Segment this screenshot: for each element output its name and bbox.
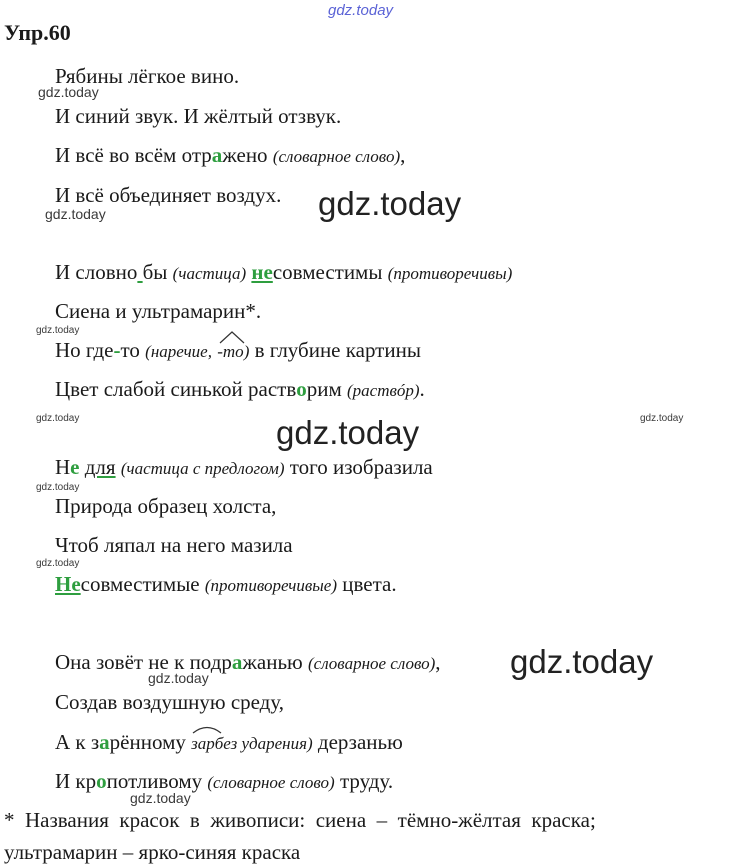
text: Но где <box>55 338 114 362</box>
footnote-line-1: * Названия красок в живописи: сиена – тёмно-жёлтая краска; <box>4 808 596 832</box>
poem-line-11: Чтоб ляпал на него мазила <box>55 533 293 557</box>
suffix-text: -то <box>217 342 244 361</box>
annotation: (противоречивы) <box>387 264 513 283</box>
text: , <box>400 143 406 167</box>
highlight-letter: а <box>211 143 223 167</box>
text: Она зовёт не к подр <box>55 650 232 674</box>
text: труду. <box>339 769 394 793</box>
highlight-prefix: не <box>251 260 273 284</box>
text: того изобразила <box>289 455 433 479</box>
annotation: (наречие, <box>145 342 212 361</box>
text: дерзанью <box>317 730 403 754</box>
watermark: gdz.today <box>36 413 80 424</box>
watermark-large: gdz.today <box>276 414 420 451</box>
root-arc-icon <box>191 722 223 734</box>
underlined-word: для <box>84 455 116 479</box>
root-mark <box>191 732 215 756</box>
highlight-letter: о <box>296 377 307 401</box>
text: рим <box>306 377 342 401</box>
annotation: (частица с предлогом) <box>120 459 285 478</box>
annotation: (частица) <box>172 264 247 283</box>
highlight-letter: о <box>96 769 107 793</box>
annotation: ) <box>243 342 250 361</box>
text: цвета. <box>342 572 397 596</box>
annotation: (словарное слово) <box>207 773 335 792</box>
text: И кр <box>55 769 97 793</box>
root-text: зар <box>191 734 215 753</box>
text: Цвет слабой синькой раств <box>55 377 297 401</box>
text: И всё во всём отр <box>55 143 212 167</box>
poem-line-7 <box>55 338 421 364</box>
poem-line-13 <box>55 650 441 676</box>
watermark-top: gdz.today <box>328 2 394 19</box>
watermark: gdz.today <box>36 325 80 336</box>
text: А к <box>55 730 86 754</box>
watermark: gdz.today <box>36 558 80 569</box>
poem-line-6: Сиена и ультрамарин*. <box>55 299 262 323</box>
annotation: без ударения) <box>214 734 313 753</box>
poem-line-16 <box>55 769 393 795</box>
text: совместимы <box>272 260 383 284</box>
footnote-line-2: ультрамарин – ярко-синяя краска <box>4 840 301 864</box>
annotation: (словарное слово) <box>307 654 436 673</box>
watermark: gdz.today <box>36 482 80 493</box>
text: в глубине картины <box>254 338 421 362</box>
text: потливому <box>106 769 203 793</box>
text: , <box>435 650 441 674</box>
text: то <box>120 338 140 362</box>
poem-line-4: И всё объединяет воздух. <box>55 183 282 207</box>
poem-line-3 <box>55 143 405 169</box>
poem-line-1: Рябины лёгкое вино. <box>55 64 240 88</box>
watermark: gdz.today <box>640 413 684 424</box>
text: Н <box>55 455 71 479</box>
text: жено <box>222 143 268 167</box>
suffix-mark <box>217 340 243 364</box>
poem-line-9 <box>55 455 433 481</box>
highlight-letter: а <box>99 730 110 754</box>
poem-line-5 <box>55 260 512 286</box>
text: совместимые <box>80 572 200 596</box>
watermark-large: gdz.today <box>318 185 462 222</box>
poem-line-14: Создав воздушную среду, <box>55 690 285 714</box>
watermark-large: gdz.today <box>510 643 654 680</box>
watermark: gdz.today <box>38 84 99 100</box>
text: рённому <box>109 730 186 754</box>
highlight-letter: а <box>231 650 243 674</box>
watermark: gdz.today <box>45 206 106 222</box>
poem-line-15 <box>55 730 403 756</box>
annotation: (противоречивые) <box>204 576 337 595</box>
highlight-prefix: Не <box>55 572 81 596</box>
highlight-letter: е <box>70 455 80 479</box>
text: И словно <box>55 260 138 284</box>
watermark: gdz.today <box>130 790 191 806</box>
text: бы <box>142 260 168 284</box>
exercise-title: Упр.60 <box>4 20 71 45</box>
text: жанью <box>242 650 303 674</box>
poem-line-2: И синий звук. И жёлтый отзвук. <box>55 104 342 128</box>
text: . <box>419 377 425 401</box>
highlight-hyphen: - <box>113 338 121 362</box>
text: з <box>90 730 100 754</box>
poem-line-10: Природа образец холста, <box>55 494 277 518</box>
annotation: (словарное слово) <box>272 147 401 166</box>
poem-line-12 <box>55 572 397 598</box>
watermark: gdz.today <box>148 670 209 686</box>
annotation: (раствóр) <box>347 381 420 400</box>
suffix-arc-icon <box>217 330 247 344</box>
poem-line-8 <box>55 377 425 403</box>
